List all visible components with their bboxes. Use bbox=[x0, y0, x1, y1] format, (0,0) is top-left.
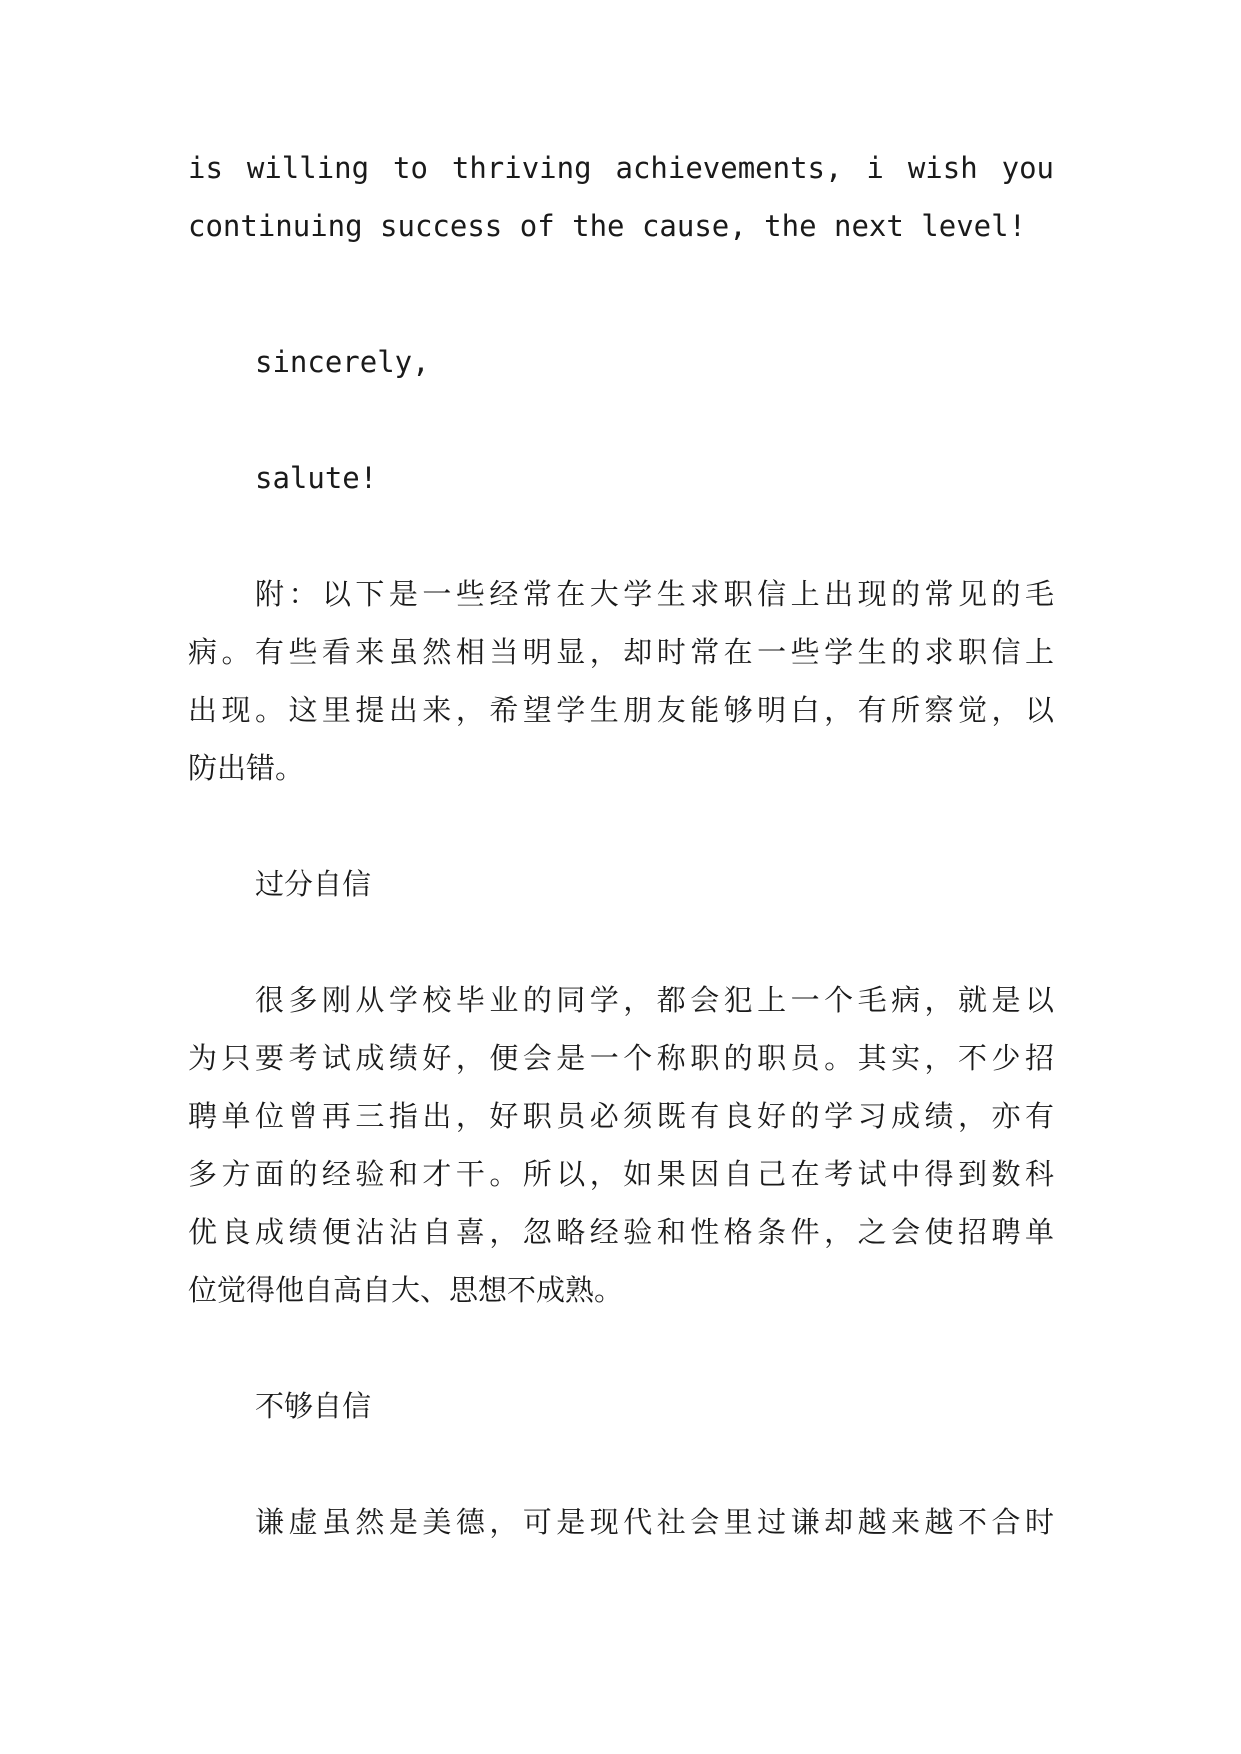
section1-line-5: 优良成绩便沾沾自喜，忽略经验和性格条件，之会使招聘单 bbox=[188, 1215, 1054, 1249]
appendix-line-3: 出现。这里提出来，希望学生朋友能够明白，有所察觉，以 bbox=[188, 693, 1054, 727]
word: willing bbox=[246, 151, 370, 185]
english-paragraph-line-2: continuing success of the cause, the next level! bbox=[188, 209, 1027, 243]
section1-line-3: 聘单位曾再三指出，好职员必须既有良好的学习成绩，亦有 bbox=[188, 1099, 1054, 1133]
appendix-line-2: 病。有些看来虽然相当明显，却时常在一些学生的求职信上 bbox=[188, 635, 1054, 669]
heading-overconfident: 过分自信 bbox=[255, 867, 372, 901]
section1-line-4: 多方面的经验和才干。所以，如果因自己在考试中得到数科 bbox=[188, 1157, 1054, 1191]
heading-not-confident: 不够自信 bbox=[255, 1389, 372, 1423]
word: achievements, bbox=[615, 151, 843, 185]
appendix-line-4: 防出错。 bbox=[188, 751, 305, 785]
closing-sincerely: sincerely, bbox=[255, 345, 430, 379]
word: to bbox=[393, 151, 428, 185]
word: you bbox=[1001, 151, 1054, 185]
english-paragraph-line-1 bbox=[188, 148, 1054, 188]
word: thriving bbox=[451, 151, 592, 185]
section2-line-1: 谦虚虽然是美德，可是现代社会里过谦却越来越不合时 bbox=[255, 1505, 1054, 1539]
section1-line-2: 为只要考试成绩好，便会是一个称职的职员。其实，不少招 bbox=[188, 1041, 1054, 1075]
closing-salute: salute! bbox=[255, 461, 378, 495]
section1-line-1: 很多刚从学校毕业的同学，都会犯上一个毛病，就是以 bbox=[255, 983, 1054, 1017]
word: is bbox=[188, 151, 223, 185]
word: i bbox=[866, 151, 884, 185]
section1-line-6: 位觉得他自高自大、思想不成熟。 bbox=[188, 1273, 624, 1307]
appendix-line-1: 附：以下是一些经常在大学生求职信上出现的常见的毛 bbox=[255, 577, 1054, 611]
word: wish bbox=[907, 151, 978, 185]
